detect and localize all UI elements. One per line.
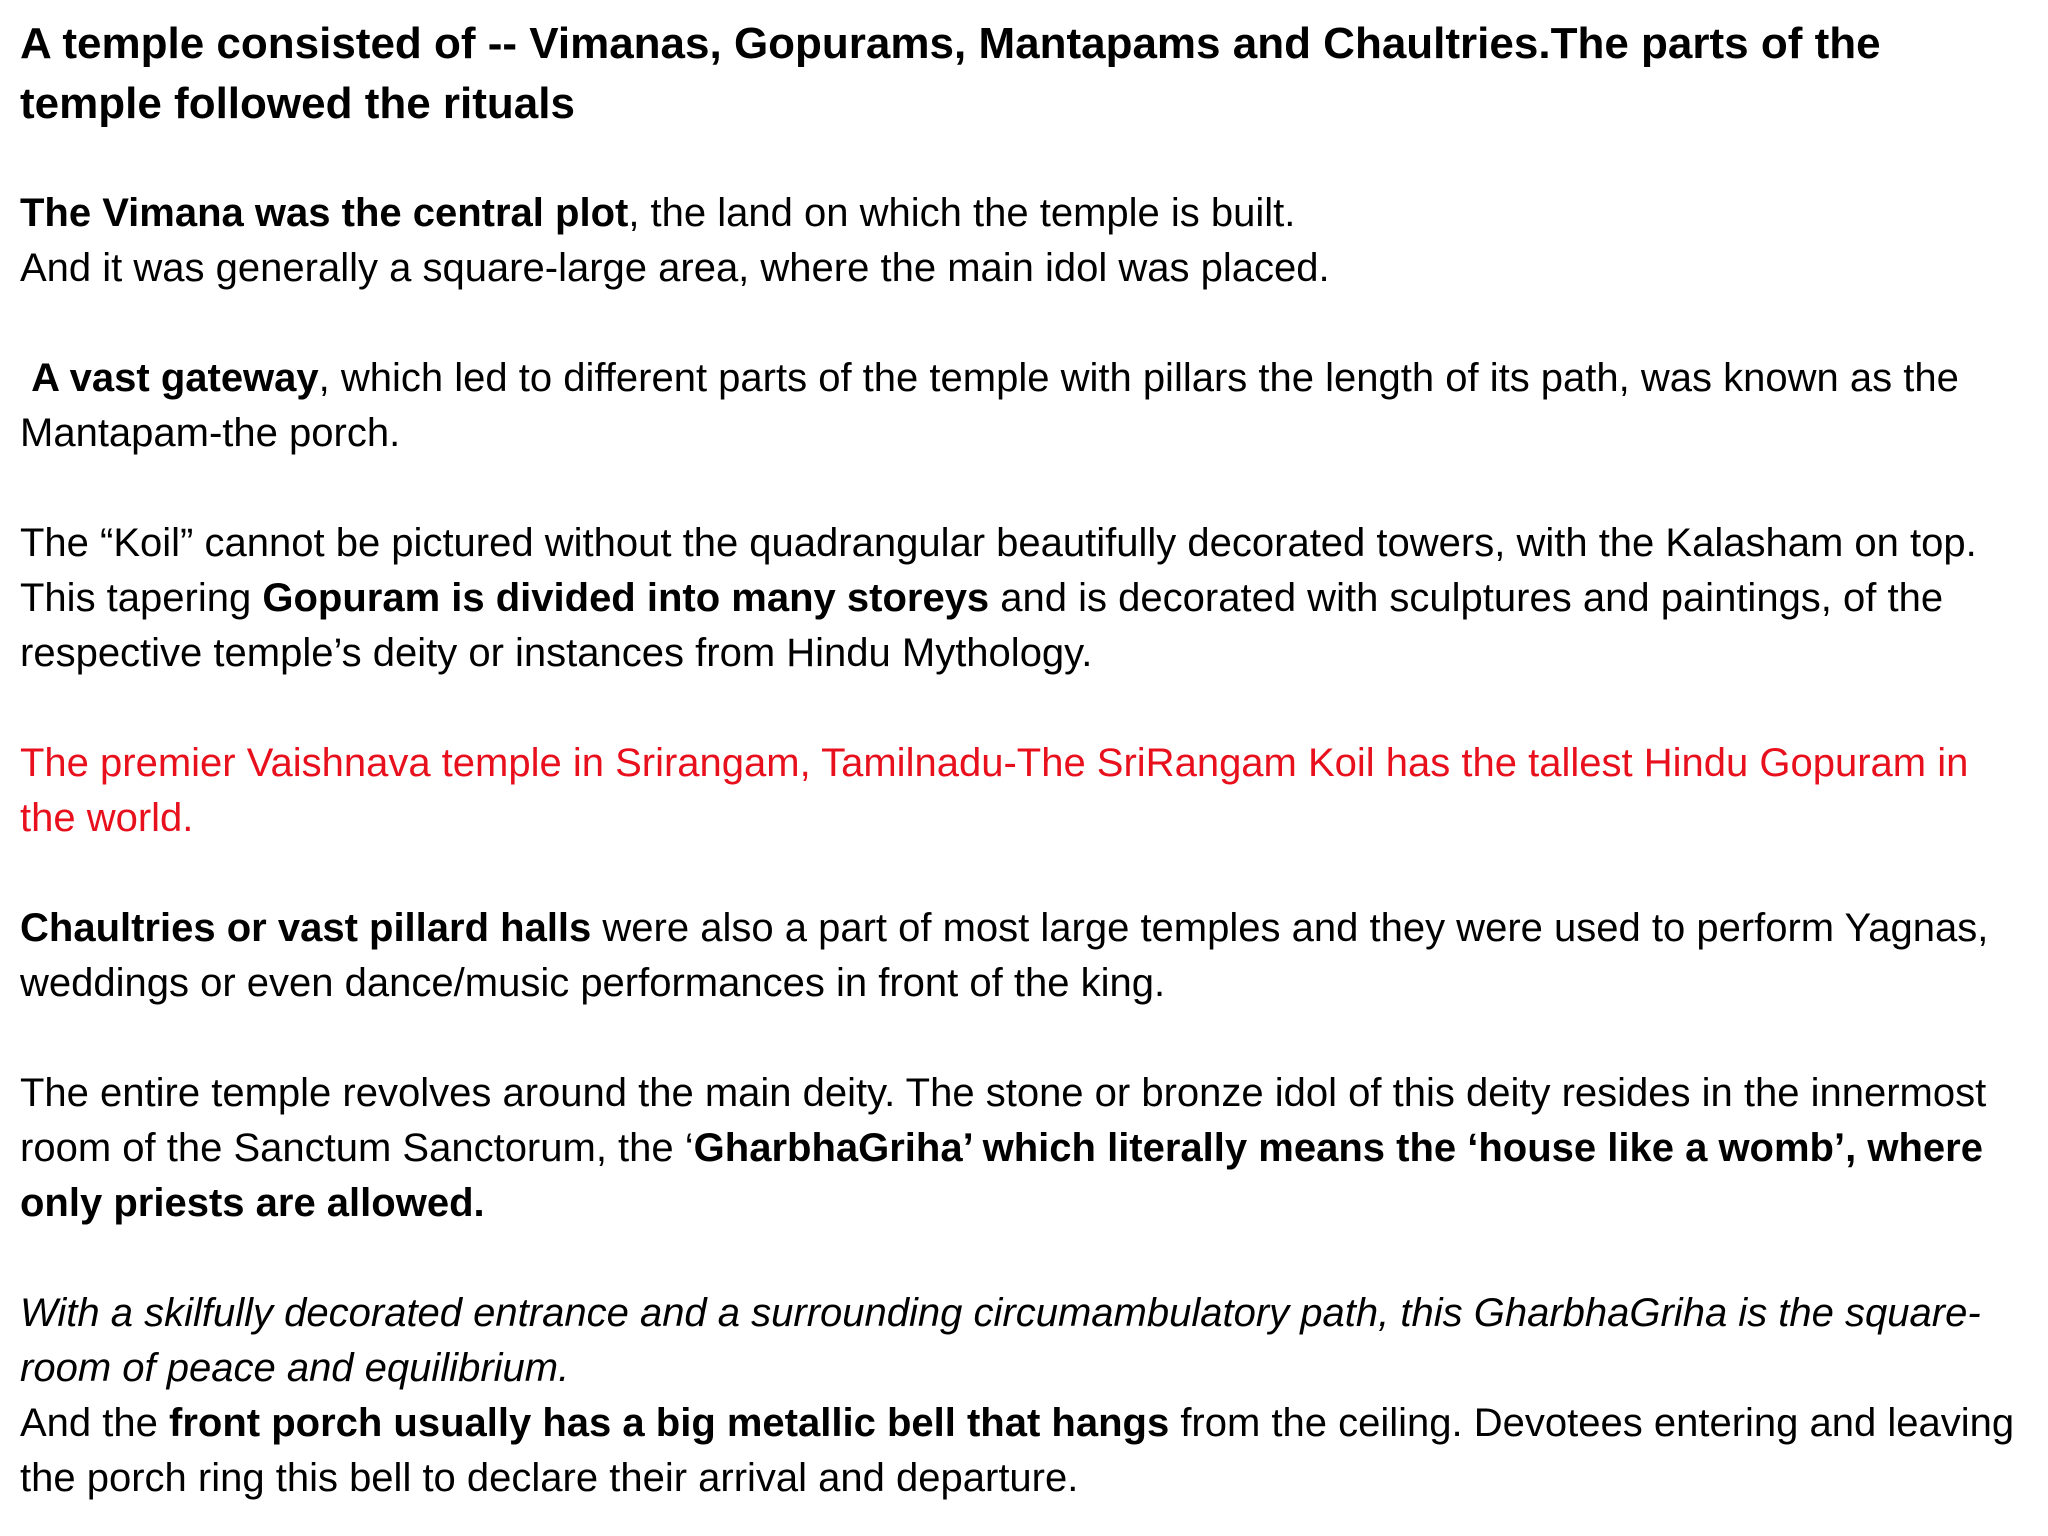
gateway-bold-text: A vast gateway bbox=[31, 356, 319, 400]
paragraph-gopuram bbox=[20, 516, 2030, 681]
paragraph-bell bbox=[20, 1396, 2030, 1506]
document-page bbox=[20, 14, 2030, 1506]
spacer bbox=[20, 134, 2030, 186]
gopuram-text-end: and is decorated with sculptures and paintings, of the respective temple’s deity or instances from Hindu Mythology. bbox=[20, 576, 1944, 675]
paragraph-deity bbox=[20, 1066, 2030, 1231]
chaultries-text: were also a part of most large temples and they were used to perform Yagnas, weddings or even dance/music performances in front of the king. bbox=[20, 906, 1989, 1005]
vimana-text-line2: And it was generally a square-large area, where the main idol was placed. bbox=[20, 246, 1330, 290]
paragraph-vimana bbox=[20, 186, 2030, 296]
gopuram-text-start: The “Koil” cannot be pictured without the quadrangular beautifully decorated towers, with the Kalasham on top. This tapering bbox=[20, 521, 1977, 620]
paragraph-gateway bbox=[20, 351, 2030, 461]
vimana-bold-text: The Vimana was the central plot bbox=[20, 191, 629, 235]
deity-bold-text: GharbhaGriha’ which literally means the ‘house like a womb’, where only priests are allowed. bbox=[20, 1126, 1983, 1225]
paragraph-srirangam-highlight: The premier Vaishnava temple in Srirangam, Tamilnadu-The SriRangam Koil has the tallest Hindu Gopuram in the world. bbox=[20, 741, 1969, 840]
spacer bbox=[20, 1011, 2030, 1066]
bell-text-start: And the bbox=[20, 1401, 170, 1445]
gopuram-bold-text: Gopuram is divided into many storeys bbox=[262, 576, 990, 620]
gateway-text: , which led to different parts of the temple with pillars the length of its path, was known as the Mantapam-the porch. bbox=[20, 356, 1959, 455]
bell-bold-text: front porch usually has a big metallic bell that hangs bbox=[169, 1401, 1170, 1445]
chaultries-bold-text: Chaultries or vast pillard halls bbox=[20, 906, 592, 950]
spacer bbox=[20, 681, 2030, 736]
deity-text: The entire temple revolves around the main deity. The stone or bronze idol of this deity resides in the innermost room of the Sanctum Sanctorum, the ‘ bbox=[20, 1071, 1987, 1170]
vimana-text: , the land on which the temple is built. bbox=[628, 191, 1296, 235]
spacer bbox=[20, 461, 2030, 516]
spacer bbox=[20, 296, 2030, 351]
paragraph-chaultries bbox=[20, 901, 2030, 1011]
spacer bbox=[20, 1231, 2030, 1286]
document-title: A temple consisted of -- Vimanas, Gopurams, Mantapams and Chaultries.The parts of the temple followed the rituals bbox=[20, 19, 1881, 128]
spacer bbox=[20, 846, 2030, 901]
paragraph-entrance-italic: With a skilfully decorated entrance and a surrounding circumambulatory path, this GharbhaGriha is the square-room of peace and equilibrium. bbox=[20, 1291, 1981, 1390]
bell-text-end: from the ceiling. Devotees entering and leaving the porch ring this bell to declare their arrival and departure. bbox=[20, 1401, 2015, 1500]
